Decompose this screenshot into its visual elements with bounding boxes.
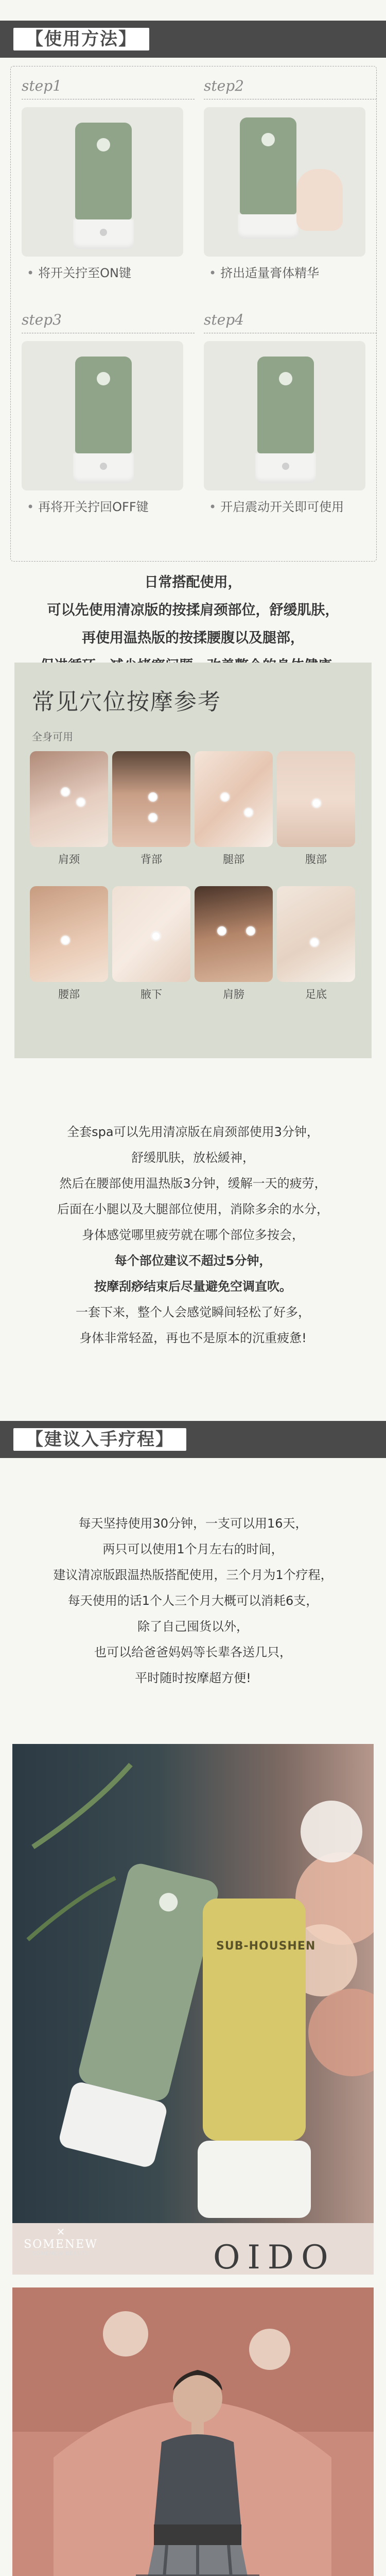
acupoint-panel	[14, 663, 372, 1058]
step-1	[22, 77, 195, 289]
switch-icon	[282, 463, 289, 470]
cycle-line: 也可以给爸爸妈妈等长辈各送几只，	[94, 1645, 292, 1659]
cycle-line: 平时随时按摩超方便!	[135, 1671, 251, 1685]
acupoint-dot-icon	[61, 936, 70, 945]
step-4-caption-text: 开启震动开关即可使用	[220, 500, 344, 514]
acupoint-dot-icon	[76, 798, 85, 807]
cycle-line: 建议清凉版跟温热版搭配使用，三个月为1个疗程，	[53, 1568, 333, 1582]
acupoint-dot-icon	[217, 926, 226, 936]
spa-line: 身体非常轻盈，再也不是原本的沉重疲惫!	[79, 1331, 307, 1345]
cycle-header	[0, 1421, 386, 1458]
step-2-caption	[209, 263, 319, 281]
product-tube	[240, 117, 296, 214]
acupoint-dot-icon	[148, 813, 157, 822]
step-4-image	[204, 341, 365, 490]
cycle-line: 每天坚持使用30分钟，一支可以用16天，	[78, 1516, 308, 1531]
abdomen-photo	[277, 751, 355, 847]
acupoint-label: 腹部	[305, 853, 327, 866]
spa-line: 每个部位建议不超过5分钟，	[114, 1253, 272, 1268]
spa-line: 然后在腰部使用温热版3分钟，缓解一天的疲劳，	[59, 1176, 327, 1191]
acupoint-dot-icon	[310, 938, 319, 947]
acupoint-dot-icon	[246, 926, 255, 936]
decor-text: OIDO	[213, 2239, 336, 2275]
step-1-label: step1	[22, 77, 62, 94]
cycle-text	[0, 1511, 386, 1691]
product-tube	[75, 357, 132, 453]
product-massage-head	[255, 453, 316, 483]
usage-header	[0, 21, 386, 58]
step-3-caption-text: 再将开关拧回OFF键	[38, 500, 149, 514]
brand-mark-icon: ✕	[56, 2226, 65, 2238]
legs-photo	[195, 751, 273, 847]
step-2-label: step2	[204, 77, 244, 94]
cycle-line: 除了自己囤货以外，	[137, 1619, 249, 1634]
acupoint-dot-icon	[220, 792, 230, 802]
bullet-icon: •	[27, 266, 34, 280]
underarm-photo	[112, 886, 190, 982]
brand-logo	[20, 2226, 102, 2257]
brand-sub: SOMENEW BEAUTY	[32, 2251, 89, 2257]
spa-text	[0, 1119, 386, 1351]
product-massage-head	[238, 214, 299, 239]
spa-line: 舒缓肌肤，放松緩神，	[131, 1150, 255, 1165]
spa-line: 身体感觉哪里疲劳就在哪个部位多按会，	[82, 1228, 304, 1242]
model-photo	[12, 2287, 374, 2576]
hand-icon	[296, 169, 343, 231]
spa-line: 一套下来，整个人会感觉瞬间轻松了好多，	[76, 1305, 310, 1319]
logo-icon	[279, 372, 292, 385]
spa-line: 按摩刮痧结束后尽量避免空调直吹。	[94, 1279, 292, 1294]
product-tube	[75, 123, 132, 219]
acupoint-label: 肩膀	[223, 988, 244, 1001]
model-photo-art	[12, 2287, 374, 2576]
product-name-label: SUB-HOUSHEN	[216, 1940, 316, 1953]
switch-icon	[100, 463, 107, 470]
bullet-icon: •	[209, 500, 217, 514]
step-4	[204, 311, 377, 522]
step-1-caption-text: 将开关拧至ON键	[38, 266, 131, 280]
acupoint-title: 常见穴位按摩参考	[32, 689, 221, 715]
acupoint-label: 腋下	[141, 988, 162, 1001]
shoulder-photo	[195, 886, 273, 982]
sole-photo	[277, 886, 355, 982]
bullet-icon: •	[27, 500, 34, 514]
acupoint-label: 腰部	[58, 988, 80, 1001]
brand-name: SOMENEW	[24, 2238, 98, 2251]
cycle-line: 两只可以使用1个月左右的时间，	[102, 1542, 284, 1556]
spa-line: 全套spa可以先用清凉版在肩颈部使用3分钟，	[67, 1125, 319, 1139]
acupoint-label: 肩颈	[58, 853, 80, 866]
step-3-label: step3	[22, 311, 62, 328]
step-4-label: step4	[204, 311, 244, 328]
step-1-caption	[27, 263, 131, 281]
acupoint-dot-icon	[151, 931, 161, 941]
product-massage-head	[73, 219, 134, 249]
step-3-caption	[27, 497, 149, 515]
acupoint-dot-icon	[61, 787, 70, 796]
spa-line: 后面在小腿以及大腿部位使用，消除多余的水分，	[57, 1202, 329, 1216]
acupoint-label: 腿部	[223, 853, 244, 866]
acupoint-label: 背部	[141, 853, 162, 866]
step-2-caption-text: 挤出适量膏体精华	[220, 266, 320, 280]
acupoint-label: 足底	[305, 988, 327, 1001]
step-2-image	[204, 107, 365, 257]
shoulder-neck-photo	[30, 751, 108, 847]
back-photo	[112, 751, 190, 847]
acupoint-subtitle: 全身可用	[32, 731, 73, 743]
usage-header-title: 【使用方法】	[13, 28, 149, 50]
product-massage-head	[73, 453, 134, 483]
daily-line: 再使用温热版的按揉腰腹以及腿部，	[82, 630, 304, 646]
step-1-image	[22, 107, 183, 257]
switch-icon	[100, 229, 107, 236]
daily-line: 可以先使用清凉版的按揉肩颈部位，舒缓肌肤，	[47, 602, 339, 618]
logo-icon	[261, 133, 275, 146]
cycle-header-title: 【建议入手疗程】	[13, 1428, 186, 1451]
acupoint-dot-icon	[148, 792, 157, 802]
step-2	[204, 77, 377, 289]
step-3	[22, 311, 195, 522]
product-photo	[12, 1744, 374, 2275]
bullet-icon: •	[209, 266, 217, 280]
daily-line: 日常搭配使用，	[144, 574, 242, 590]
step-3-image	[22, 341, 183, 490]
logo-icon	[97, 138, 110, 151]
cycle-line: 每天使用的话1个人三个月大概可以消耗6支，	[67, 1594, 319, 1608]
waist-photo	[30, 886, 108, 982]
step-4-caption	[209, 497, 344, 515]
logo-icon	[97, 372, 110, 385]
product-photo-art	[12, 1744, 374, 2275]
acupoint-dot-icon	[312, 799, 321, 808]
product-tube	[257, 357, 314, 453]
acupoint-dot-icon	[244, 808, 253, 817]
